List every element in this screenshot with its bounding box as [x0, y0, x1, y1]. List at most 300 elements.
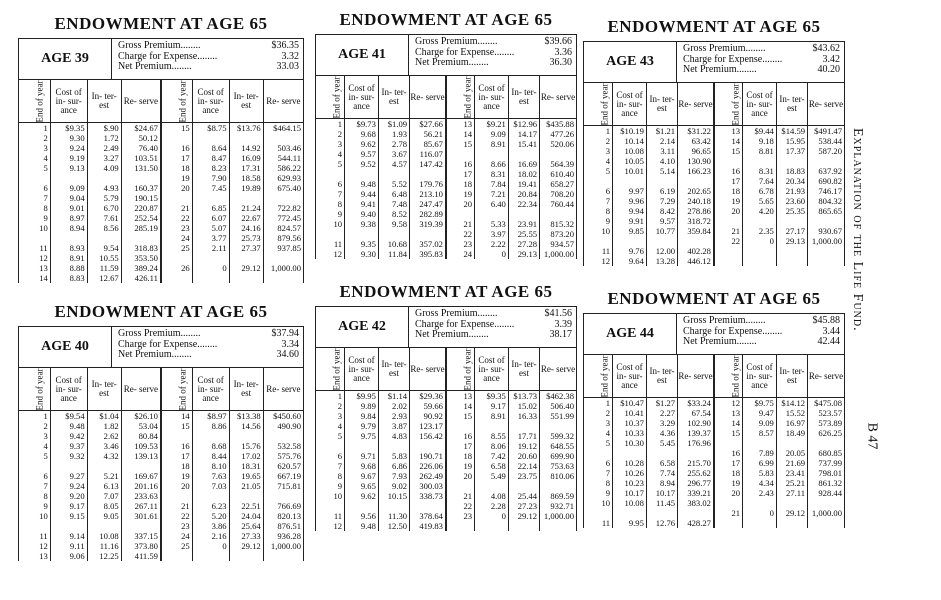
interest-cell: 25.44 [508, 491, 539, 501]
interest-cell: 24.16 [229, 223, 263, 233]
interest-cell [87, 521, 121, 531]
age-label: AGE 41 [316, 35, 409, 75]
year-cell: 12 [714, 398, 743, 409]
column-header-end-of-year: End of year [161, 368, 192, 411]
gross-premium-value: $36.35 [271, 40, 299, 51]
reserve-cell [678, 236, 714, 246]
reserve-cell: 715.81 [277, 481, 301, 491]
interest-cell: 9.57 [646, 216, 677, 226]
gross-premium-value: $43.62 [812, 43, 840, 54]
cost-cell: 9.27 [50, 471, 87, 481]
reserve-cell: 411.59 [121, 551, 161, 561]
table-box [583, 313, 845, 528]
cost-cell: 9.85 [613, 226, 647, 236]
column-header-end-of-year: End of year [714, 83, 743, 126]
cost-cell: 9.76 [613, 246, 647, 256]
reserve-cell: 934.57 [550, 239, 574, 249]
interest-cell [378, 441, 409, 451]
reserve-cell: 160.37 [121, 183, 161, 193]
charge-for-expense-value: 3.34 [281, 338, 299, 350]
interest-cell [229, 273, 263, 283]
reserve-cell: 383.02 [678, 498, 714, 508]
interest-cell: 2.27 [646, 408, 677, 418]
table-row [584, 216, 844, 226]
cost-cell [743, 156, 777, 166]
table-row [19, 411, 303, 422]
reserve-table [584, 83, 844, 266]
reserve-cell: 252.54 [121, 213, 161, 223]
interest-cell [776, 498, 807, 508]
cost-cell: 10.08 [613, 146, 647, 156]
year-cell [316, 229, 345, 239]
cost-cell: 9.79 [345, 421, 379, 431]
table-row [584, 136, 844, 146]
interest-cell: 6.70 [87, 203, 121, 213]
interest-cell [646, 508, 677, 518]
cost-cell [613, 508, 647, 518]
cost-cell: 9.38 [345, 219, 379, 229]
cost-cell: 9.41 [345, 199, 379, 209]
interest-cell: 10.17 [646, 488, 677, 498]
interest-cell: 22.51 [229, 501, 263, 511]
year-cell: 17 [714, 458, 743, 468]
interest-cell: 7.48 [378, 199, 409, 209]
cost-cell: 9.75 [345, 431, 379, 441]
cost-cell [50, 233, 87, 243]
table-row [584, 166, 844, 176]
cost-cell: 9.62 [345, 139, 379, 149]
year-cell: 3 [19, 143, 50, 153]
cost-cell: 0 [743, 508, 777, 518]
net-premium [683, 65, 840, 76]
year-cell: 15 [714, 428, 743, 438]
reserve-cell [263, 551, 303, 561]
year-cell: 19 [446, 189, 475, 199]
year-cell: 13 [714, 408, 743, 418]
reserve-cell: $435.88 [546, 119, 574, 129]
gross-premium [415, 309, 572, 320]
year-cell: 1 [316, 119, 345, 130]
reserve-cell: 1,000.00 [543, 249, 574, 259]
cost-cell: 5.20 [192, 511, 229, 521]
reserve-cell: 96.65 [678, 146, 714, 156]
year-cell: 9 [584, 488, 613, 498]
table-row [316, 491, 576, 501]
year-cell: 23 [161, 223, 192, 233]
table-box [18, 38, 304, 283]
cost-cell: 9.32 [50, 451, 87, 461]
interest-cell: 1.93 [378, 129, 409, 139]
year-cell: 4 [584, 156, 613, 166]
net-premium-value: 36.30 [549, 57, 572, 68]
year-cell: 4 [19, 153, 50, 163]
cost-cell: 2.16 [192, 531, 229, 541]
year-cell: 6 [584, 458, 613, 468]
year-cell: 16 [714, 166, 743, 176]
interest-cell: 14.17 [508, 129, 539, 139]
cost-cell [743, 498, 777, 508]
table-row [316, 401, 576, 411]
reserve-cell: 928.44 [818, 488, 842, 498]
interest-cell: 12.00 [646, 246, 677, 256]
year-cell: 11 [584, 246, 613, 256]
cost-cell: 7.64 [743, 176, 777, 186]
year-cell: 9 [316, 481, 345, 491]
reserve-cell: 810.06 [550, 471, 574, 481]
reserve-cell: 318.72 [678, 216, 714, 226]
column-header-cost: Cost of in- sur- ance [613, 355, 647, 398]
reserve-cell: 395.83 [410, 249, 446, 259]
reserve-cell: 378.64 [410, 511, 446, 521]
cost-cell: 9.97 [613, 186, 647, 196]
table-row [584, 478, 844, 488]
interest-cell: 17.71 [508, 431, 539, 441]
table-row [316, 471, 576, 481]
interest-cell: $13.76 [229, 123, 263, 134]
year-cell [161, 431, 192, 441]
year-cell: 18 [446, 451, 475, 461]
reserve-table [316, 76, 576, 259]
table-box [315, 34, 577, 259]
reserve-cell: 179.76 [410, 179, 446, 189]
interest-cell: 11.16 [87, 541, 121, 551]
year-cell: 12 [584, 256, 613, 266]
cost-cell [192, 431, 229, 441]
interest-cell [646, 176, 677, 186]
reserve-cell: 357.02 [410, 239, 446, 249]
interest-cell: 19.12 [508, 441, 539, 451]
year-cell: 12 [316, 249, 345, 259]
cost-cell: $10.19 [613, 126, 647, 137]
cost-cell: 9.11 [50, 541, 87, 551]
cost-cell: 9.18 [743, 136, 777, 146]
premium-header [19, 39, 303, 80]
reserve-cell: $475.08 [814, 398, 842, 408]
cost-cell: 10.26 [613, 468, 647, 478]
premium-lines [112, 39, 303, 79]
table-row [316, 209, 576, 219]
cost-cell: 10.05 [613, 156, 647, 166]
reserve-cell: 213.10 [410, 189, 446, 199]
table-row [19, 441, 303, 451]
column-header-reserve: Re- serve [121, 368, 161, 411]
year-cell: 20 [714, 206, 743, 216]
gross-premium-label: Gross Premium........ [683, 315, 766, 326]
reserve-cell: 85.67 [410, 139, 446, 149]
interest-cell: 3.67 [378, 149, 409, 159]
cost-cell: 9.40 [345, 209, 379, 219]
table-row [316, 169, 576, 179]
cost-cell: 9.65 [345, 481, 379, 491]
reserve-cell [410, 441, 446, 451]
column-header-cost: Cost of in- sur- ance [345, 76, 379, 119]
column-header-reserve: Re- serve [121, 80, 161, 123]
cost-cell: 9.37 [50, 441, 87, 451]
net-premium [683, 337, 840, 348]
premium-lines [409, 307, 576, 347]
cost-cell: $9.35 [50, 123, 87, 134]
reserve-cell [410, 169, 446, 179]
interest-cell [229, 133, 263, 143]
panel-title: ENDOWMENT AT AGE 65 [54, 302, 268, 321]
year-cell [714, 246, 743, 256]
reserve-cell: 575.76 [277, 451, 301, 461]
table-row [316, 119, 576, 130]
cost-cell: 7.84 [475, 179, 509, 189]
cost-cell: 8.93 [50, 243, 87, 253]
interest-cell: 29.13 [776, 236, 807, 246]
table-row [316, 481, 576, 491]
table-row [316, 451, 576, 461]
interest-cell: 10.68 [378, 239, 409, 249]
reserve-cell: 419.83 [410, 521, 446, 531]
year-cell: 10 [316, 491, 345, 501]
table-row [316, 511, 576, 521]
table-row [584, 126, 844, 137]
cost-cell: $9.44 [743, 126, 777, 137]
table-row [19, 531, 303, 541]
year-cell: 1 [19, 123, 50, 134]
cost-cell: 9.30 [345, 249, 379, 259]
net-premium [118, 350, 299, 361]
interest-cell: 10.55 [87, 253, 121, 263]
net-premium-value: 42.44 [817, 336, 840, 347]
year-cell: 7 [316, 461, 345, 471]
interest-cell: 19.89 [229, 183, 263, 193]
interest-cell: $1.09 [378, 119, 409, 130]
cost-cell: 9.30 [50, 133, 87, 143]
charge-for-expense-value: 3.42 [822, 53, 840, 65]
cost-cell [613, 448, 647, 458]
table-row [316, 431, 576, 441]
table-row [19, 263, 303, 273]
reserve-cell: 190.15 [121, 193, 161, 203]
charge-for-expense-label: Charge for Expense........ [683, 325, 783, 337]
year-cell: 15 [446, 139, 475, 149]
reserve-cell: 53.04 [121, 421, 161, 431]
reserve-cell: $450.60 [273, 411, 301, 421]
interest-cell: 14.92 [229, 143, 263, 153]
table-box [315, 306, 577, 531]
gross-premium-label: Gross Premium........ [118, 328, 201, 339]
interest-cell: 29.12 [229, 541, 263, 551]
cost-cell: 6.07 [192, 213, 229, 223]
interest-cell: 9.54 [87, 243, 121, 253]
net-premium-label: Net Premium........ [683, 336, 757, 347]
interest-cell: 5.45 [646, 438, 677, 448]
year-cell: 18 [714, 468, 743, 478]
column-header-end-of-year: End of year [584, 83, 613, 126]
interest-cell: 15.95 [776, 136, 807, 146]
year-cell: 25 [161, 541, 192, 551]
interest-cell: 27.17 [776, 226, 807, 236]
reserve-cell: 772.45 [277, 213, 301, 223]
year-cell: 3 [316, 411, 345, 421]
charge-for-expense-label: Charge for Expense........ [415, 46, 515, 58]
reserve-cell: 267.11 [121, 501, 161, 511]
age-label: AGE 42 [316, 307, 409, 347]
interest-cell: 1.82 [87, 421, 121, 431]
reserve-cell: 63.42 [678, 136, 714, 146]
interest-cell: 16.97 [776, 418, 807, 428]
premium-header [316, 307, 576, 348]
interest-cell: 25.21 [776, 478, 807, 488]
interest-cell: $1.04 [87, 411, 121, 422]
reserve-cell: 233.63 [121, 491, 161, 501]
gross-premium-label: Gross Premium........ [118, 40, 201, 51]
interest-cell: 21.24 [229, 203, 263, 213]
cost-cell [192, 253, 229, 263]
year-cell [446, 149, 475, 159]
interest-cell [776, 518, 807, 528]
year-cell: 23 [446, 511, 475, 521]
cost-cell: 9.24 [50, 143, 87, 153]
reserve-cell: 667.19 [277, 471, 301, 481]
reserve-cell: 373.80 [121, 541, 161, 551]
cost-cell: 9.06 [50, 551, 87, 561]
reserve-cell: 503.46 [277, 143, 301, 153]
column-header-reserve: Re- serve [678, 355, 714, 398]
cost-cell: 9.95 [613, 518, 647, 528]
reserve-cell: 520.06 [550, 139, 574, 149]
reserve-cell: 690.82 [818, 176, 842, 186]
table-row [19, 183, 303, 193]
reserve-cell: 699.90 [550, 451, 574, 461]
table-row [584, 508, 844, 518]
table-row [584, 176, 844, 186]
reserve-cell: 109.53 [121, 441, 161, 451]
reserve-cell: 359.84 [678, 226, 714, 236]
cost-cell: 9.67 [345, 471, 379, 481]
reserve-cell: 523.57 [818, 408, 842, 418]
table-row [316, 229, 576, 239]
table-row [19, 421, 303, 431]
table-row [316, 441, 576, 451]
year-cell: 3 [584, 418, 613, 428]
reserve-cell: 626.25 [818, 428, 842, 438]
year-cell: 8 [584, 206, 613, 216]
year-cell: 16 [161, 143, 192, 153]
year-cell: 2 [316, 129, 345, 139]
reserve-cell: 876.51 [277, 521, 301, 531]
year-cell: 4 [316, 421, 345, 431]
reserve-cell: 285.19 [121, 223, 161, 233]
table-row [19, 491, 303, 501]
interest-cell: 22.67 [229, 213, 263, 223]
interest-cell: 20.05 [776, 448, 807, 458]
table-row [19, 431, 303, 441]
year-cell [446, 521, 475, 531]
year-cell [584, 508, 613, 518]
year-cell: 19 [161, 471, 192, 481]
reserve-cell: $462.38 [546, 391, 574, 401]
year-cell: 10 [19, 511, 50, 521]
year-cell: 17 [161, 451, 192, 461]
cost-cell: 8.81 [743, 146, 777, 156]
year-cell: 13 [714, 126, 743, 137]
interest-cell [776, 246, 807, 256]
year-cell: 24 [161, 233, 192, 243]
column-header-end-of-year: End of year [714, 355, 743, 398]
interest-cell [87, 173, 121, 183]
year-cell: 9 [19, 213, 50, 223]
reserve-cell: 1,000.00 [270, 541, 301, 551]
year-cell: 2 [316, 401, 345, 411]
reserve-cell [263, 273, 303, 283]
column-header-reserve: Re- serve [540, 348, 576, 391]
reserve-cell: 116.07 [410, 149, 446, 159]
reserve-cell: 680.85 [818, 448, 842, 458]
year-cell: 1 [316, 391, 345, 402]
reserve-cell: 123.17 [410, 421, 446, 431]
interest-cell [508, 209, 539, 219]
interest-cell: 25.35 [776, 206, 807, 216]
net-premium-value: 40.20 [817, 64, 840, 75]
reserve-cell [410, 229, 446, 239]
table-row [19, 173, 303, 183]
reserve-cell: 338.73 [410, 491, 446, 501]
gross-premium-label: Gross Premium........ [683, 43, 766, 54]
year-cell: 22 [446, 229, 475, 239]
interest-cell [229, 431, 263, 441]
year-cell: 2 [19, 133, 50, 143]
interest-cell: $13.38 [229, 411, 263, 422]
column-header-cost: Cost of in- sur- ance [743, 355, 777, 398]
interest-cell: 11.45 [646, 498, 677, 508]
year-cell: 5 [316, 159, 345, 169]
table-row [19, 521, 303, 531]
table-row [316, 179, 576, 189]
reserve-cell: 50.12 [121, 133, 161, 143]
year-cell: 23 [446, 239, 475, 249]
interest-cell: 20.60 [508, 451, 539, 461]
charge-for-expense-label: Charge for Expense........ [118, 338, 218, 350]
interest-cell: 11.84 [378, 249, 409, 259]
gross-premium-label: Gross Premium........ [415, 308, 498, 319]
cost-cell: 9.09 [475, 129, 509, 139]
reserve-cell: $26.10 [121, 411, 161, 422]
reserve-cell: $27.66 [410, 119, 446, 130]
column-header-end-of-year: End of year [446, 76, 475, 119]
table-row [584, 256, 844, 266]
reserve-cell: 873.20 [550, 229, 574, 239]
reserve-cell: 56.21 [410, 129, 446, 139]
net-premium [118, 62, 299, 73]
gross-premium [683, 316, 840, 327]
interest-cell [776, 438, 807, 448]
interest-cell: 16.09 [229, 153, 263, 163]
cost-cell: 2.28 [475, 501, 509, 511]
year-cell: 6 [316, 179, 345, 189]
column-header-end-of-year: End of year [316, 76, 345, 119]
reserve-cell: 426.11 [121, 273, 161, 283]
column-header-interest: In- ter- est [776, 355, 807, 398]
premium-header [584, 42, 844, 83]
cost-cell: $9.73 [345, 119, 379, 130]
table-row [19, 253, 303, 263]
reserve-cell: 760.44 [550, 199, 574, 209]
interest-cell [508, 149, 539, 159]
cost-cell: 9.57 [345, 149, 379, 159]
net-premium [415, 58, 572, 69]
reserve-cell: 936.28 [277, 531, 301, 541]
interest-cell: 13.28 [646, 256, 677, 266]
year-cell: 20 [446, 471, 475, 481]
year-cell: 13 [446, 391, 475, 402]
year-cell: 22 [446, 501, 475, 511]
table-row [316, 461, 576, 471]
year-cell: 5 [584, 166, 613, 176]
